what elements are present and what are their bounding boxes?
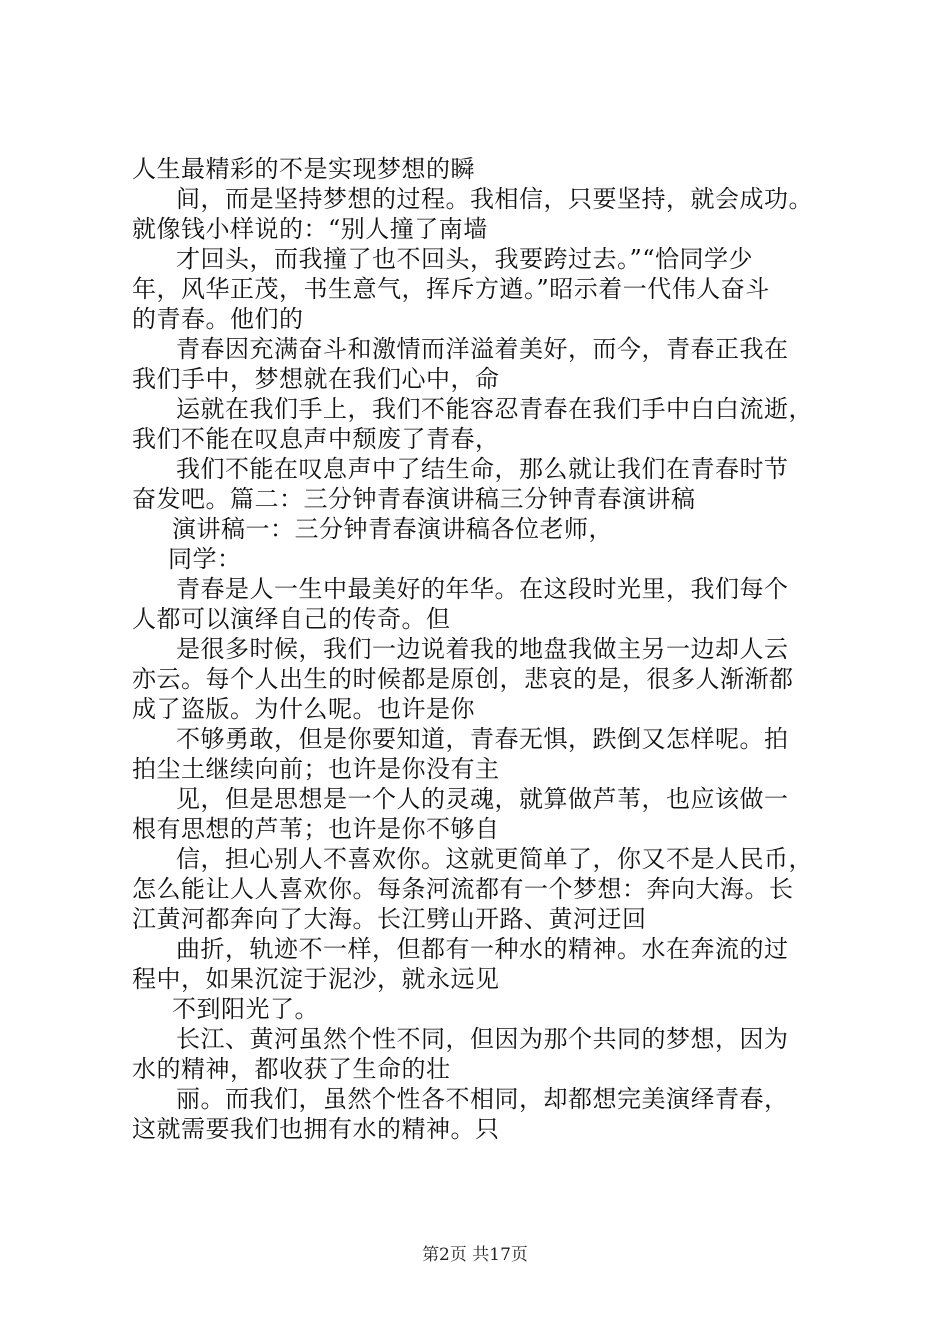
text-line: 就像钱小样说的：“别人撞了南墙 (132, 215, 488, 243)
text-line: 运就在我们手上，我们不能容忍青春在我们手中白白流逝， (176, 395, 813, 423)
text-line: 奋发吧。篇二：三分钟青春演讲稿三分钟青春演讲稿 (132, 485, 696, 513)
text-line: 根有思想的芦苇；也许是你不够自 (132, 815, 500, 843)
text-line: 人生最精彩的不是实现梦想的瞬 (132, 155, 475, 183)
text-line: 拍尘土继续向前；也许是你没有主 (132, 755, 500, 783)
text-line: 程中，如果沉淀于泥沙，就永远见 (132, 965, 500, 993)
text-line: 水的精神，都收获了生命的壮 (132, 1055, 451, 1083)
text-line: 江黄河都奔向了大海。长江劈山开路、黄河迂回 (132, 905, 647, 933)
text-line: 我们不能在叹息声中颓废了青春， (132, 425, 500, 453)
text-line: 的青春。他们的 (132, 305, 304, 333)
text-line: 是很多时候，我们一边说着我的地盘我做主另一边却人云 (176, 635, 789, 663)
text-line: 不到阳光了。 (172, 995, 319, 1023)
page-number-footer: 第2页 共17页 (422, 1245, 528, 1265)
text-line: 不够勇敢，但是你要知道，青春无惧，跌倒又怎样呢。拍 (176, 725, 789, 753)
text-line: 年，风华正茂，书生意气，挥斥方遒。”昭示着一代伟人奋斗 (132, 275, 770, 303)
text-line: 怎么能让人人喜欢你。每条河流都有一个梦想：奔向大海。长 (132, 875, 794, 903)
text-line: 人都可以演绎自己的传奇。但 (132, 605, 451, 633)
text-line: 演讲稿一：三分钟青春演讲稿各位老师， (172, 515, 613, 543)
text-line: 丽。而我们，虽然个性各不相同，却都想完美演绎青春， (176, 1085, 789, 1113)
text-line: 成了盗版。为什么呢。也许是你 (132, 695, 475, 723)
text-line: 间，而是坚持梦想的过程。我相信，只要坚持，就会成功。 (176, 185, 813, 213)
body-text (132, 154, 852, 1144)
text-line: 才回头，而我撞了也不回头，我要跨过去。”“恰同学少 (176, 245, 754, 273)
text-line: 信，担心别人不喜欢你。这就更简单了，你又不是人民币， (176, 845, 813, 873)
text-line: 曲折，轨迹不一样，但都有一种水的精神。水在奔流的过 (176, 935, 789, 963)
text-line: 亦云。每个人出生的时候都是原创，悲哀的是，很多人渐渐都 (132, 665, 794, 693)
text-line: 长江、黄河虽然个性不同，但因为那个共同的梦想，因为 (176, 1025, 789, 1053)
text-line: 见，但是思想是一个人的灵魂，就算做芦苇，也应该做一 (176, 785, 789, 813)
text-line: 同学： (168, 545, 242, 573)
text-line: 青春因充满奋斗和激情而洋溢着美好，而今，青春正我在 (176, 335, 789, 363)
text-line: 这就需要我们也拥有水的精神。只 (132, 1115, 500, 1143)
text-line: 我们不能在叹息声中了结生命，那么就让我们在青春时节 (176, 455, 789, 483)
text-line: 我们手中，梦想就在我们心中，命 (132, 365, 500, 393)
text-line: 青春是人一生中最美好的年华。在这段时光里，我们每个 (176, 575, 789, 603)
